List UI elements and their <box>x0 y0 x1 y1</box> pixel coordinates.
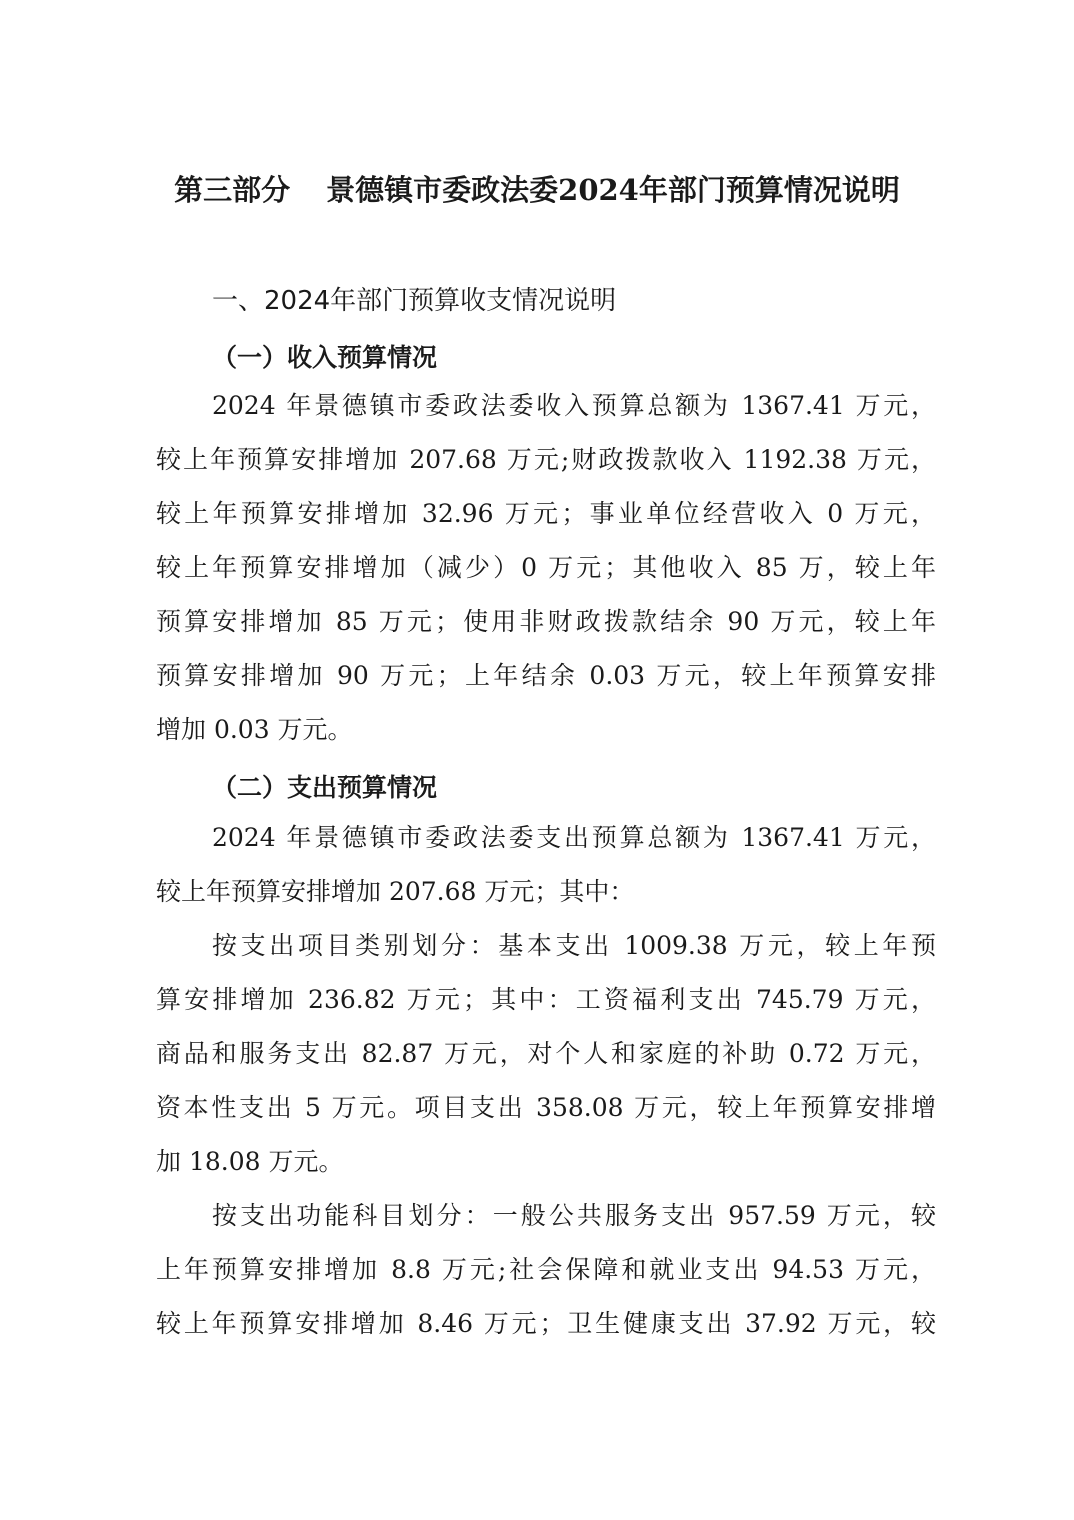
paragraph-line: 较上年预算安排增加 207.68 万元；其中： <box>156 877 635 906</box>
paragraph-line: 上年预算安排增加 8.8 万元;社会保障和就业支出 94.53 万元， <box>156 1255 936 1284</box>
paragraph-line: 商品和服务支出 82.87 万元，对个人和家庭的补助 0.72 万元， <box>156 1039 936 1068</box>
page-title <box>0 168 1074 209</box>
paragraph-line: 2024 年景德镇市委政法委支出预算总额为 1367.41 万元， <box>212 823 936 852</box>
paragraph-line: 算安排增加 236.82 万元；其中：工资福利支出 745.79 万元， <box>156 985 936 1014</box>
paragraph-line: 增加 0.03 万元。 <box>156 715 353 744</box>
paragraph-line: 按支出功能科目划分：一般公共服务支出 957.59 万元，较 <box>212 1201 936 1230</box>
paragraph-line: 较上年预算安排增加 32.96 万元；事业单位经营收入 0 万元， <box>156 499 936 528</box>
paragraph-line: 预算安排增加 85 万元；使用非财政拨款结余 90 万元，较上年 <box>156 607 936 636</box>
paragraph-line: 较上年预算安排增加 207.68 万元;财政拨款收入 1192.38 万元， <box>156 445 936 474</box>
paragraph-line: 加 18.08 万元。 <box>156 1147 344 1176</box>
title-main: 景德镇市委政法委2024年部门预算情况说明 <box>326 173 900 207</box>
paragraph-line: 资本性支出 5 万元。项目支出 358.08 万元，较上年预算安排增 <box>156 1093 936 1122</box>
paragraph-line: 预算安排增加 90 万元；上年结余 0.03 万元，较上年预算安排 <box>156 661 936 690</box>
section-heading-1: 一、2024年部门预算收支情况说明 <box>212 286 617 316</box>
paragraph-line: 2024 年景德镇市委政法委收入预算总额为 1367.41 万元， <box>212 391 936 420</box>
paragraph-line: 较上年预算安排增加（减少）0 万元；其他收入 85 万，较上年 <box>156 553 936 582</box>
paragraph-line: 较上年预算安排增加 8.46 万元；卫生健康支出 37.92 万元，较 <box>156 1309 936 1338</box>
subsection-heading-income: （一）收入预算情况 <box>212 343 438 372</box>
title-part: 第三部分 <box>174 173 291 207</box>
paragraph-line: 按支出项目类别划分：基本支出 1009.38 万元，较上年预 <box>212 931 936 960</box>
subsection-heading-expense: （二）支出预算情况 <box>212 773 438 802</box>
